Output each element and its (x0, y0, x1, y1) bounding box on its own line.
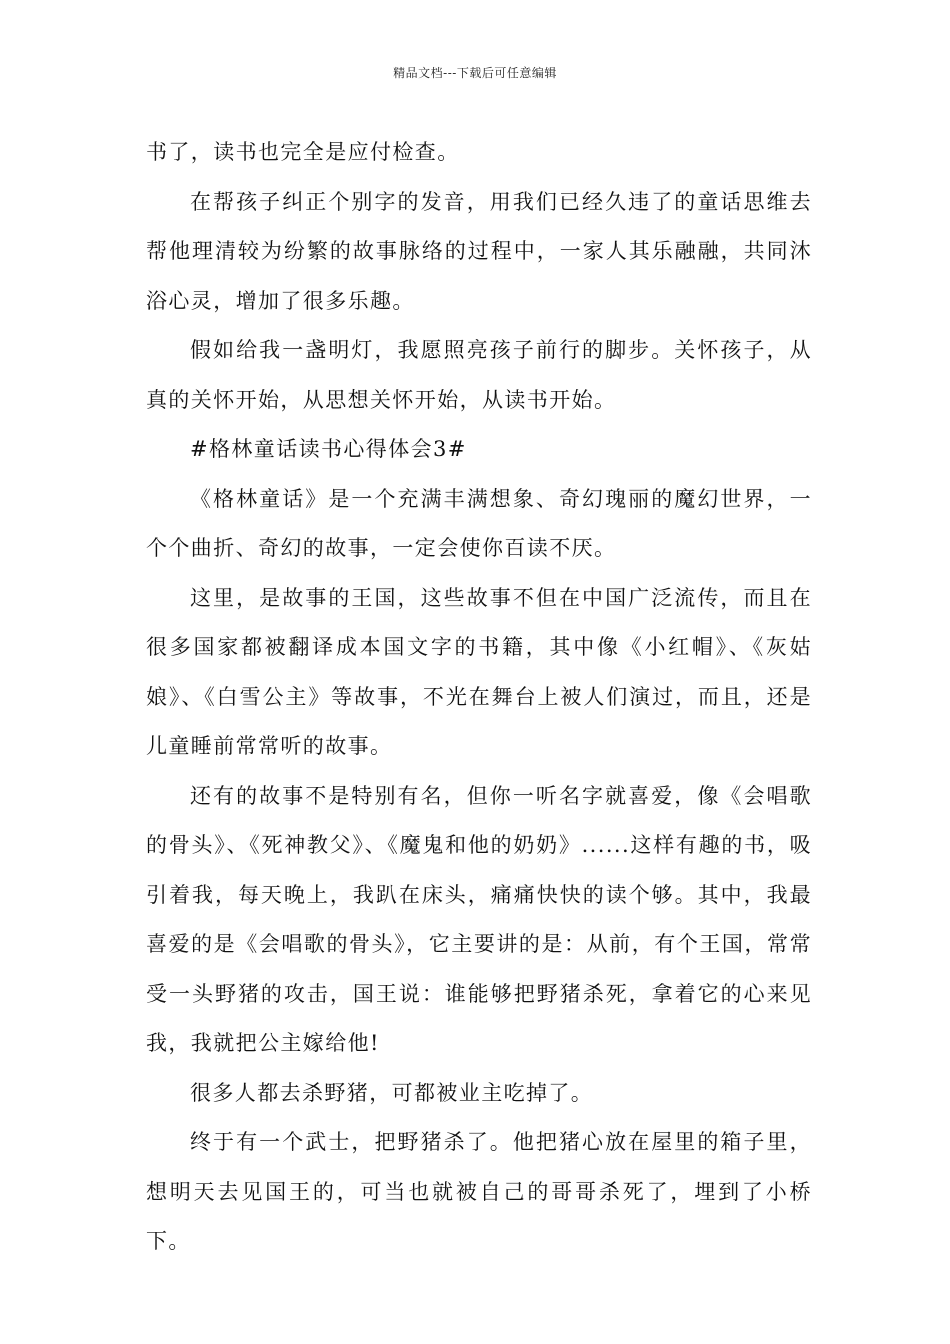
paragraph: 终于有一个武士，把野猪杀了。他把猪心放在屋里的箱子里，想明天去见国王的，可当也就被自己的哥哥杀死了，埋到了小桥下。 (146, 1130, 812, 1253)
paragraph: 在帮孩子纠正个别字的发音，用我们已经久违了的童话思维去帮他理清较为纷繁的故事脉络的过程中，一家人其乐融融，共同沐浴心灵，增加了很多乐趣。 (146, 189, 812, 313)
paragraph: 很多人都去杀野猪，可都被业主吃掉了。 (190, 1080, 594, 1105)
paragraph: 这里，是故事的王国，这些故事不但在中国广泛流传，而且在很多国家都被翻译成本国文字的书籍，其中像《小红帽》、《灰姑娘》、《白雪公主》等故事，不光在舞台上被人们演过，而且，还是儿童睡前常常听的故事。 (146, 585, 812, 758)
paragraph: 还有的故事不是特别有名，但你一听名字就喜爱，像《会唱歌的骨头》、《死神教父》、《魔鬼和他的奶奶》......这样有趣的书，吸引着我，每天晚上，我趴在床头，痛痛快快的读个够。其中，我最喜爱的是《会唱歌的骨头》，它主要讲的是：从前，有个王国，常常受一头野猪的攻击，国王说：谁能够把野猪杀死，拿着它的心来见我，我就把公主嫁给他! (146, 783, 812, 1055)
document-body (146, 128, 812, 1267)
paragraph: 书了，读书也完全是应付检查。 (146, 140, 460, 164)
paragraph: 《格林童话》是一个充满丰满想象、奇幻瑰丽的魔幻世界，一个个曲折、奇幻的故事，一定会使你百读不厌。 (146, 486, 812, 560)
section-heading: #格林童话读书心得体会3# (190, 437, 467, 461)
paragraph: 假如给我一盏明灯，我愿照亮孩子前行的脚步。关怀孩子，从真的关怀开始，从思想关怀开始，从读书开始。 (146, 338, 812, 412)
page-header: 精品文档---下载后可任意编辑 (393, 66, 557, 80)
